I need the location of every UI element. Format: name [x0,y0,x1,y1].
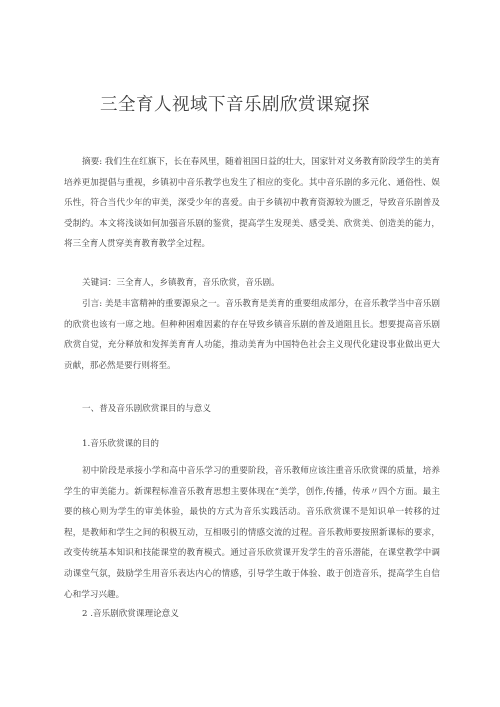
abstract-paragraph: 摘要: 我们生在红旗下，长在春风里，随着祖国日益的壮大，国家针对义务教育阶段学生的美育培养更加提倡与重视，乡镇初中音乐教学也发生了相应的变化。其中音乐剧的多元化、通俗性、娱乐性，符合当代少年的审美，深受少年的喜爱。由于乡镇初中教育资源较为匮乏，导致音乐剧普及受制约。本文将浅谈如何加强音乐剧的鉴赏，提高学生发现美、感受美、欣赏美、创造美的能力，将三全育人贯穿美育教育教学全过程。 [64,157,440,250]
section-heading-1: 一、普及音乐剧欣赏课目的与意义 [82,404,211,414]
subsection-heading-1-1: 1.音乐欣赏课的目的 [82,439,159,449]
subsection-heading-1-2: 2 .音乐剧欣赏课理论意义 [82,609,179,619]
keywords-paragraph: 关键词：三全育人，乡镇教育，音乐欣赏，音乐剧。 [82,278,280,288]
document-title: 三全育人视域下音乐剧欣赏课窥探 [100,95,370,115]
subsection-body-1-1: 初中阶段是承接小学和高中音乐学习的重要阶段，音乐教师应该注重音乐欣赏课的质量，培养学生的审美能力。新课程标准音乐教育思想主要体现在“美学，创作,传播，传承〃四个方面。最主要的核心则为学生的审美体验，最快的方式为音乐实践活动。音乐欣赏课不是知识单一转移的过程，是教师和学生之间的积极互动，互相吸引的情感交流的过程。音乐教师要按照新课标的要求，改变传统基本知识和技能课堂的教育模式。通过音乐欣赏课开发学生的音乐潜能，在课堂教学中调动课堂气氛，鼓励学生用音乐表达内心的情感，引导学生敢于体验、敢于创造音乐，提高学生自信心和学习兴趣。 [64,466,440,600]
intro-paragraph: 引言: 美是丰富精神的重要源泉之一。音乐教育是美育的重要组成部分，在音乐教学当中音乐剧的欣赏也该有一席之地。但种种困难因素的存在导致乡镇音乐剧的普及道阻且长。想要提高音乐剧欣赏自觉，充分释放和发挥美育育人功能，推动美育为中国特色社会主义现代化建设事业做出更大贡献，那必然是要行则将至。 [64,299,440,371]
